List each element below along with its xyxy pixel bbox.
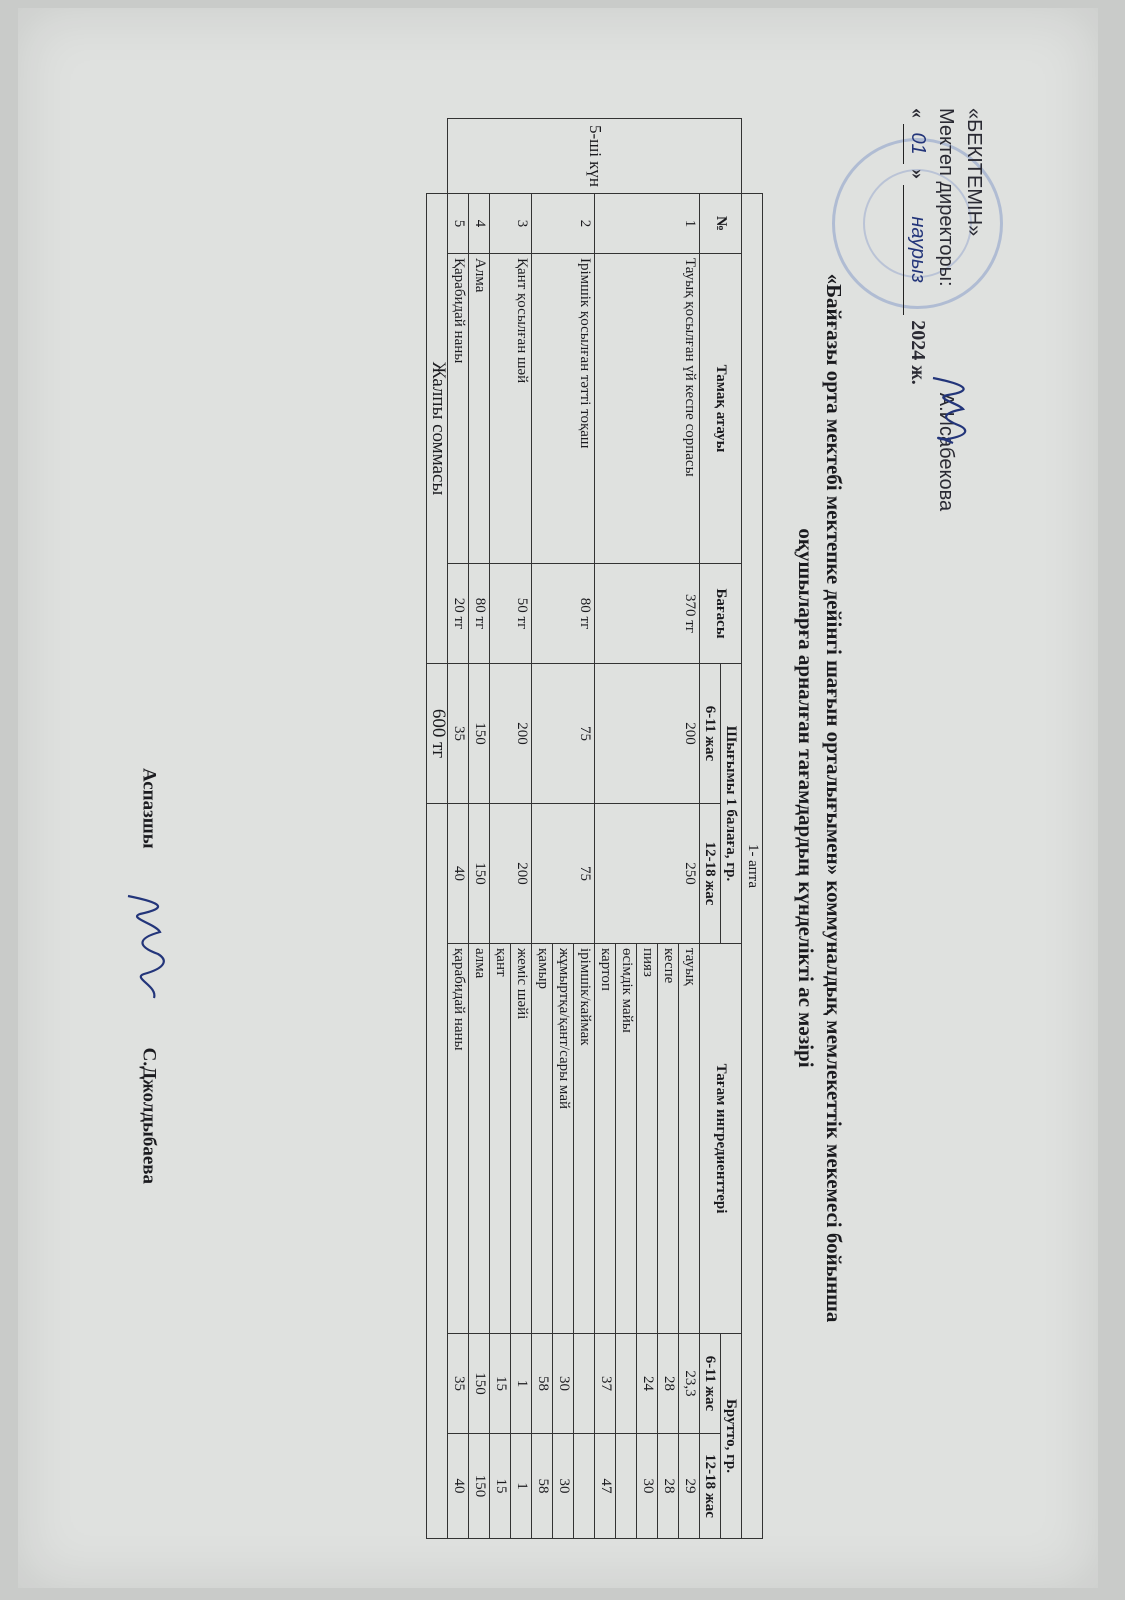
approval-date (903, 108, 932, 511)
brutto-6-11 (616, 1334, 637, 1434)
header-portion: Шығымы 1 балаға, гр. (721, 664, 742, 944)
dish-name: Алма (469, 254, 490, 564)
brutto-12-18: 15 (490, 1434, 511, 1539)
portion-6-11: 200 (490, 664, 532, 804)
ingredient-name: өсімдік майы (616, 944, 637, 1334)
table-row (469, 119, 490, 1539)
brutto-6-11: 150 (469, 1334, 490, 1434)
portion-12-18: 200 (490, 804, 532, 944)
director-signature (923, 373, 978, 448)
brutto-6-11: 37 (595, 1334, 616, 1434)
ingredient-name: алма (469, 944, 490, 1334)
cook-signature-line (118, 768, 178, 1184)
brutto-12-18: 47 (595, 1434, 616, 1539)
brutto-12-18 (574, 1434, 595, 1539)
brutto-12-18: 29 (679, 1434, 700, 1539)
portion-6-11: 75 (532, 664, 595, 804)
cook-label: Аспазшы (138, 768, 160, 849)
portion-12-18: 40 (448, 804, 469, 944)
date-month: наурыз (903, 185, 932, 315)
total-row (427, 119, 448, 1539)
date-day: 01 (903, 124, 932, 164)
brutto-6-11: 1 (511, 1334, 532, 1434)
date-quote-close: » (907, 169, 929, 180)
cook-signature (118, 888, 178, 1008)
dish-price: 80 тг (532, 564, 595, 664)
row-number: 1 (595, 194, 700, 254)
total-label: Жалпы соммасы (427, 194, 448, 664)
day-label: 5-ші күн (448, 119, 742, 194)
title-line-2: оқушыларға арналған тағамдардың күнделікті ас мәзірі (794, 528, 818, 1068)
header-brutto: Брутто, гр. (721, 1334, 742, 1539)
week-label: 1- апта (742, 194, 763, 1539)
brutto-6-11 (574, 1334, 595, 1434)
cook-name: С.Джолдыбаева (138, 1047, 160, 1185)
dish-name: Қант қосылған шәй (490, 254, 532, 564)
menu-table (427, 118, 764, 1539)
paper-sheet (18, 8, 1098, 1588)
header-brutto-6-11: 6-11 жас (700, 1334, 721, 1434)
day-spacer (742, 119, 763, 194)
total-empty (427, 804, 448, 1539)
table-row (448, 119, 469, 1539)
brutto-12-18: 58 (532, 1434, 553, 1539)
title-line-1: «Байғазы орта мектебі мектепке дейінгі шағын орталығымен» коммуналдық мемлекеттік мекемесі бойынша (822, 273, 846, 1323)
header-portion-12-18: 12-18 жас (700, 804, 721, 944)
header-ingredients: Тағам ингредиенттері (700, 944, 742, 1334)
director-name: А.Исабекова (935, 392, 957, 512)
header-portion-6-11: 6-11 жас (700, 664, 721, 804)
brutto-6-11: 28 (658, 1334, 679, 1434)
ingredient-name: кеспе (658, 944, 679, 1334)
brutto-12-18: 40 (448, 1434, 469, 1539)
dish-name: Қарабидай наны (448, 254, 469, 564)
portion-12-18: 250 (595, 804, 700, 944)
brutto-6-11: 58 (532, 1334, 553, 1434)
row-number: 3 (490, 194, 532, 254)
brutto-6-11: 30 (553, 1334, 574, 1434)
table-row (679, 119, 700, 1539)
approval-heading: «БЕКІТЕМІН» (963, 108, 985, 237)
document-title (792, 128, 848, 1468)
brutto-12-18: 28 (658, 1434, 679, 1539)
director-line (932, 108, 960, 511)
approval-block (903, 108, 988, 511)
table-row (511, 119, 532, 1539)
portion-12-18: 75 (532, 804, 595, 944)
brutto-12-18: 150 (469, 1434, 490, 1539)
row-number: 4 (469, 194, 490, 254)
brutto-6-11: 23,3 (679, 1334, 700, 1434)
table-row (574, 119, 595, 1539)
dish-price: 80 тг (469, 564, 490, 664)
portion-6-11: 200 (595, 664, 700, 804)
row-number: 2 (532, 194, 595, 254)
brutto-6-11: 24 (637, 1334, 658, 1434)
portion-12-18: 150 (469, 804, 490, 944)
header-dish: Тамақ атауы (700, 254, 742, 564)
dish-price: 50 тг (490, 564, 532, 664)
ingredient-name: жұмыртқа/қант/сары май (553, 944, 574, 1334)
brutto-12-18: 30 (637, 1434, 658, 1539)
portion-6-11: 150 (469, 664, 490, 804)
director-label: Мектеп директоры: (935, 108, 957, 287)
brutto-12-18: 1 (511, 1434, 532, 1539)
header-price: Бағасы (700, 564, 742, 664)
brutto-6-11: 35 (448, 1334, 469, 1434)
dish-name: Ірімшік қосылған тәтті тоқаш (532, 254, 595, 564)
brutto-12-18 (616, 1434, 637, 1539)
portion-6-11: 35 (448, 664, 469, 804)
rotated-document (18, 8, 1098, 1588)
row-number: 5 (448, 194, 469, 254)
header-num: № (700, 194, 742, 254)
ingredient-name: тауық (679, 944, 700, 1334)
total-spacer (427, 119, 448, 194)
ingredient-name: ірімшік/каймак (574, 944, 595, 1334)
dish-name: Тауық қосылған үй кеспе сорпасы (595, 254, 700, 564)
ingredient-name: картоп (595, 944, 616, 1334)
ingredient-name: қарабидай наны (448, 944, 469, 1334)
ingredient-name: қамыр (532, 944, 553, 1334)
ingredient-name: пияз (637, 944, 658, 1334)
date-year: 2024 ж. (907, 320, 929, 385)
dish-price: 370 тг (595, 564, 700, 664)
date-quote-open: « (907, 108, 929, 118)
ingredient-name: қант (490, 944, 511, 1334)
total-value: 600 тг (427, 664, 448, 804)
brutto-12-18: 30 (553, 1434, 574, 1539)
header-brutto-12-18: 12-18 жас (700, 1434, 721, 1539)
brutto-6-11: 15 (490, 1334, 511, 1434)
ingredient-name: жеміс шәйі (511, 944, 532, 1334)
dish-price: 20 тг (448, 564, 469, 664)
